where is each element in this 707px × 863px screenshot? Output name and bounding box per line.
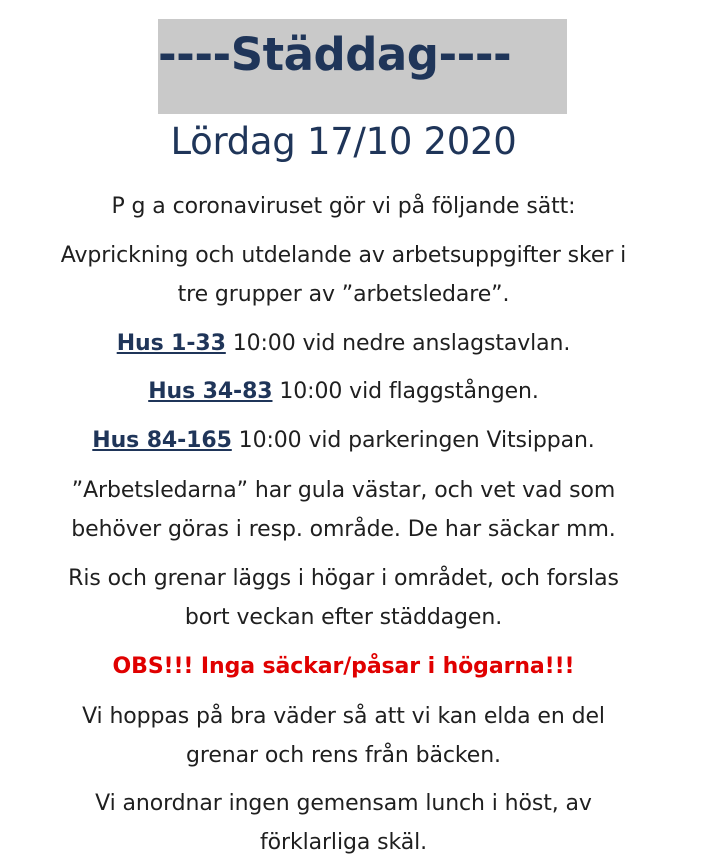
page-title: ----Städdag---- (158, 28, 512, 81)
group-2 (0, 379, 687, 404)
group-3-text: 10:00 vid parkeringen Vitsippan. (231, 428, 595, 453)
paragraph-2-line-1: ”Arbetsledarna” har gula västar, och vet vad som (71, 478, 616, 503)
group-1-label: Hus 1-33 (116, 331, 226, 356)
group-3 (0, 428, 687, 453)
paragraph-4-line-1: Vi hoppas på bra väder så att vi kan elda en del (82, 704, 605, 729)
paragraph-1-line-2: tre grupper av ”arbetsledare”. (177, 282, 510, 307)
event-date: Lördag 17/10 2020 (170, 120, 517, 163)
group-1 (0, 331, 687, 356)
paragraph-5-line-1: Vi anordnar ingen gemensam lunch i höst, av (95, 791, 592, 816)
paragraph-4-line-2: grenar och rens från bäcken. (186, 743, 501, 768)
group-1-text: 10:00 vid nedre anslagstavlan. (225, 331, 571, 356)
group-2-text: 10:00 vid flaggstången. (272, 379, 539, 404)
group-3-label: Hus 84-165 (92, 428, 232, 453)
paragraph-1-line-1: Avprickning och utdelande av arbetsuppgifter sker i (60, 243, 627, 268)
obs-warning: OBS!!! Inga säckar/påsar i högarna!!! (112, 654, 575, 679)
paragraph-3-line-1: Ris och grenar läggs i högar i området, och forslas (68, 566, 619, 591)
paragraph-3-line-2: bort veckan efter städdagen. (184, 605, 503, 630)
paragraph-2-line-2: behöver göras i resp. område. De har säckar mm. (71, 517, 616, 542)
group-2-label: Hus 34-83 (148, 379, 273, 404)
paragraph-5-line-2: förklarliga skäl. (260, 830, 427, 855)
intro-text: P g a coronaviruset gör vi på följande sätt: (111, 194, 576, 219)
